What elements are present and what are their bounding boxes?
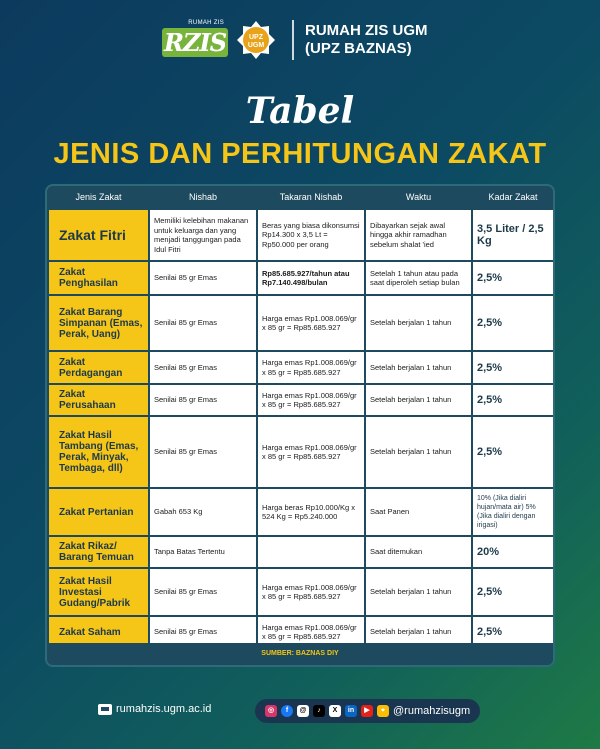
jenis-cell: Zakat Saham <box>48 616 149 648</box>
footer <box>0 697 600 725</box>
waktu-cell: Saat ditemukan <box>365 536 472 568</box>
takaran-cell: Beras yang biasa dikonsumsi Rp14.300 x 3,5 Lt = Rp50.000 per orang <box>257 209 365 261</box>
waktu-cell: Saat Panen <box>365 488 472 536</box>
takaran-cell: Harga emas Rp1.008.069/gr x 85 gr = Rp85.685.927 <box>257 568 365 616</box>
zakat-table-container <box>45 184 555 667</box>
nishab-cell: Memiliki kelebihan makanan untuk keluarga dan yang menjadi tanggungan pada Idul Fitri <box>149 209 257 261</box>
jenis-cell: Zakat Fitri <box>48 209 149 261</box>
table-row <box>48 295 554 351</box>
kadar-cell: 2,5% <box>472 295 554 351</box>
waktu-cell: Setelah berjalan 1 tahun <box>365 351 472 384</box>
nishab-cell: Tanpa Batas Tertentu <box>149 536 257 568</box>
logo-main-text: RZIS <box>164 28 227 57</box>
website-link[interactable] <box>98 703 211 715</box>
table-row <box>48 536 554 568</box>
social-bar <box>255 699 480 723</box>
table-row <box>48 416 554 488</box>
x-icon[interactable]: X <box>329 705 341 717</box>
column-header: Nishab <box>149 186 257 209</box>
jenis-cell: Zakat Pertanian <box>48 488 149 536</box>
column-header: Waktu <box>365 186 472 209</box>
jenis-cell: Zakat Hasil Investasi Gudang/Pabrik <box>48 568 149 616</box>
facebook-icon[interactable]: f <box>281 705 293 717</box>
waktu-cell: Setelah 1 tahun atau pada saat diperoleh setiap bulan <box>365 261 472 295</box>
kadar-cell: 2,5% <box>472 616 554 648</box>
table-row <box>48 384 554 416</box>
table-row <box>48 488 554 536</box>
table-row <box>48 568 554 616</box>
waktu-cell: Dibayarkan sejak awal hingga akhir ramadhan sebelum shalat 'ied <box>365 209 472 261</box>
maps-icon[interactable]: ⌖ <box>377 705 389 717</box>
kadar-cell: 20% <box>472 536 554 568</box>
takaran-cell: Harga emas Rp1.008.069/gr x 85 gr = Rp85.685.927 <box>257 351 365 384</box>
jenis-cell: Zakat Hasil Tambang (Emas, Perak, Minyak, Tembaga, dll) <box>48 416 149 488</box>
nishab-cell: Senilai 85 gr Emas <box>149 568 257 616</box>
instagram-icon[interactable]: ◎ <box>265 705 277 717</box>
waktu-cell: Setelah berjalan 1 tahun <box>365 295 472 351</box>
tiktok-icon[interactable]: ♪ <box>313 705 325 717</box>
column-header: Takaran Nishab <box>257 186 365 209</box>
org-name-line1: RUMAH ZIS UGM <box>305 22 428 39</box>
kadar-cell: 2,5% <box>472 351 554 384</box>
rzis-logo <box>162 22 226 56</box>
jenis-cell: Zakat Perdagangan <box>48 351 149 384</box>
kadar-cell: 2,5% <box>472 416 554 488</box>
svg-text:UGM: UGM <box>247 42 265 49</box>
org-name <box>305 22 428 58</box>
takaran-cell: Harga emas Rp1.008.069/gr x 85 gr = Rp85.685.927 <box>257 416 365 488</box>
takaran-cell: Harga emas Rp1.008.069/gr x 85 gr = Rp85.685.927 <box>257 616 365 648</box>
header <box>0 0 600 80</box>
jenis-cell: Zakat Rikaz/ Barang Temuan <box>48 536 149 568</box>
nishab-cell: Senilai 85 gr Emas <box>149 261 257 295</box>
monitor-icon <box>98 704 112 715</box>
takaran-cell: Harga beras Rp10.000/Kg x 524 Kg = Rp5.240.000 <box>257 488 365 536</box>
page-title: JENIS DAN PERHITUNGAN ZAKAT <box>53 138 547 170</box>
jenis-cell: Zakat Penghasilan <box>48 261 149 295</box>
nishab-cell: Senilai 85 gr Emas <box>149 384 257 416</box>
header-divider <box>292 20 294 60</box>
kadar-cell: 2,5% <box>472 384 554 416</box>
jenis-cell: Zakat Barang Simpanan (Emas, Perak, Uang) <box>48 295 149 351</box>
svg-text:UPZ: UPZ <box>249 34 263 41</box>
waktu-cell: Setelah berjalan 1 tahun <box>365 416 472 488</box>
title-script: Tabel <box>245 90 355 132</box>
table-row <box>48 261 554 295</box>
zakat-table <box>47 186 555 649</box>
website-text: rumahzis.ugm.ac.id <box>116 703 212 715</box>
column-header: Kadar Zakat <box>472 186 554 209</box>
social-handle[interactable]: @rumahzisugm <box>393 705 471 717</box>
takaran-cell: Rp85.685.927/tahun atau Rp7.140.498/bulan <box>257 261 365 295</box>
nishab-cell: Senilai 85 gr Emas <box>149 351 257 384</box>
table-header-row <box>48 186 554 209</box>
nishab-cell: Senilai 85 gr Emas <box>149 416 257 488</box>
kadar-cell: 3,5 Liter / 2,5 Kg <box>472 209 554 261</box>
upz-logo <box>236 20 276 60</box>
waktu-cell: Setelah berjalan 1 tahun <box>365 568 472 616</box>
table-row <box>48 209 554 261</box>
waktu-cell: Setelah berjalan 1 tahun <box>365 384 472 416</box>
youtube-icon[interactable]: ▶ <box>361 705 373 717</box>
table-row <box>48 351 554 384</box>
nishab-cell: Senilai 85 gr Emas <box>149 295 257 351</box>
jenis-cell: Zakat Perusahaan <box>48 384 149 416</box>
nishab-cell: Gabah 653 Kg <box>149 488 257 536</box>
takaran-cell: Harga emas Rp1.008.069/gr x 85 gr = Rp85.685.927 <box>257 295 365 351</box>
kadar-cell: 2,5% <box>472 261 554 295</box>
source-note: SUMBER: BAZNAS DIY <box>47 643 553 665</box>
takaran-cell <box>257 536 365 568</box>
org-name-line2: (UPZ BAZNAS) <box>305 40 412 57</box>
kadar-cell: 2,5% <box>472 568 554 616</box>
waktu-cell: Setelah berjalan 1 tahun <box>365 616 472 648</box>
kadar-cell: 10% (Jika dialiri hujan/mata air) 5% (Jika dialiri dengan irigasi) <box>472 488 554 536</box>
nishab-cell: Senilai 85 gr Emas <box>149 616 257 648</box>
threads-icon[interactable]: @ <box>297 705 309 717</box>
logo-small-text: RUMAH ZIS <box>188 20 224 26</box>
takaran-cell: Harga emas Rp1.008.069/gr x 85 gr = Rp85.685.927 <box>257 384 365 416</box>
linkedin-icon[interactable]: in <box>345 705 357 717</box>
column-header: Jenis Zakat <box>48 186 149 209</box>
